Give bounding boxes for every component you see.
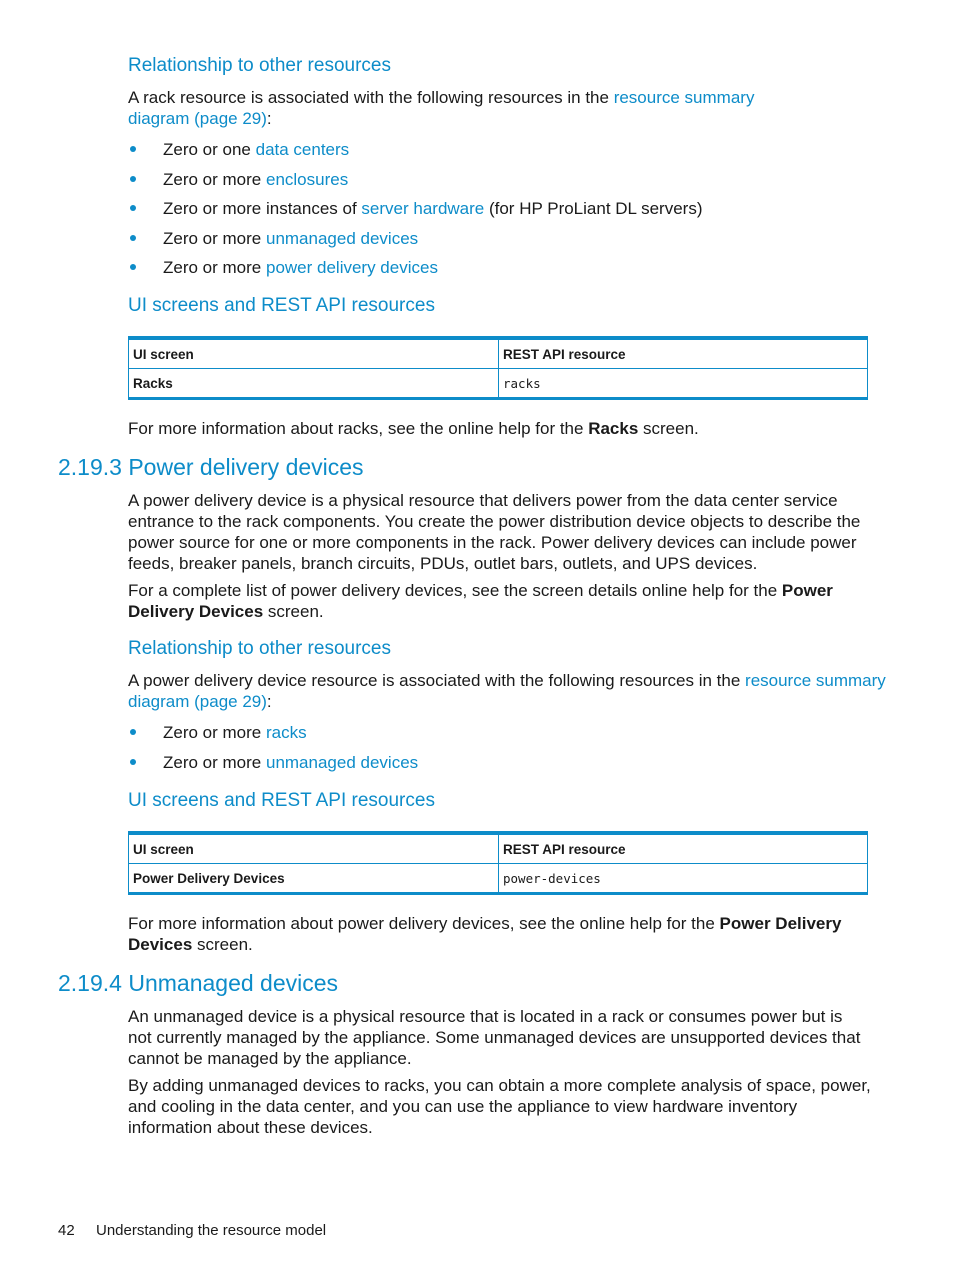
list-item	[163, 198, 703, 219]
power-more-screen-part1: Power Delivery	[719, 914, 842, 933]
power-para-1-line: feeds, breaker panels, branch circuits, PDUs, outlet bars, outlets, and UPS devices.	[128, 554, 758, 573]
list-item	[163, 169, 348, 190]
racks-more-info-text: For more information about racks, see the online help for the	[128, 419, 589, 438]
racks-screen-name: Racks	[588, 419, 639, 438]
unmanaged-para-2-line: and cooling in the data center, and you can use the appliance to view hardware inventory	[128, 1097, 798, 1116]
power-para-1-line: A power delivery device is a physical resource that delivers power from the data center service	[128, 491, 838, 510]
chapter-title: Understanding the resource model	[96, 1222, 327, 1239]
bullet-icon	[130, 205, 136, 211]
racks-more-info-suffix: screen.	[638, 419, 699, 438]
power-delivery-devices-link[interactable]: power delivery devices	[265, 258, 438, 277]
relationship-heading-racks: Relationship to other resources	[128, 55, 391, 76]
list-item-text: Zero or more instances of	[163, 199, 362, 218]
power-intro-text: A power delivery device resource is associated with the following resources in the	[128, 671, 746, 690]
power-screen-name-part1: Power	[781, 581, 833, 600]
list-item-text: Zero or more	[163, 170, 266, 189]
unmanaged-para-1	[128, 1006, 888, 1069]
racks-intro-colon: :	[266, 109, 272, 128]
bullet-icon	[130, 235, 136, 241]
page-number: 42	[58, 1222, 75, 1239]
resource-summary-link[interactable]: resource summary	[613, 88, 755, 107]
resource-summary-link[interactable]: resource summary	[745, 671, 886, 690]
unmanaged-para-1-line: cannot be managed by the appliance.	[128, 1049, 412, 1068]
table-header-row	[129, 338, 868, 369]
resource-summary-link-continued[interactable]: diagram (page 29)	[128, 692, 267, 711]
table-header-row	[129, 833, 868, 864]
power-para-1-line: entrance to the rack components. You create the power distribution device objects to describe the	[128, 512, 861, 531]
unmanaged-devices-link[interactable]: unmanaged devices	[265, 753, 419, 772]
unmanaged-devices-link[interactable]: unmanaged devices	[265, 229, 419, 248]
table-cell-ui-screen: Racks	[129, 369, 499, 399]
bullet-icon	[130, 729, 136, 735]
list-item-text: Zero or more	[163, 229, 266, 248]
table-header-ui-screen: UI screen	[129, 833, 499, 864]
bullet-icon	[130, 176, 136, 182]
power-para-1	[128, 490, 888, 574]
table-row	[129, 864, 868, 894]
power-delivery-devices-heading: 2.19.3 Power delivery devices	[58, 454, 364, 480]
power-intro-colon: :	[266, 692, 272, 711]
server-hardware-link[interactable]: server hardware	[361, 199, 485, 218]
power-screen-name-part2: Delivery Devices	[128, 602, 264, 621]
bullet-icon	[130, 759, 136, 765]
power-intro	[128, 670, 888, 712]
resource-summary-link-continued[interactable]: diagram (page 29)	[128, 109, 267, 128]
table-cell-rest-api: power-devices	[499, 864, 868, 894]
racks-link[interactable]: racks	[265, 723, 307, 742]
bullet-icon	[130, 264, 136, 270]
power-para-1-line: power source for one or more components in the rack. Power delivery devices can include power	[128, 533, 857, 552]
list-item-text: Zero or one	[163, 140, 256, 159]
power-para-2-suffix: screen.	[263, 602, 324, 621]
unmanaged-para-1-line: not currently managed by the appliance. Some unmanaged devices are unsupported devices that	[128, 1028, 861, 1047]
racks-resource-table	[128, 336, 868, 400]
unmanaged-para-2-line: By adding unmanaged devices to racks, you can obtain a more complete analysis of space, power,	[128, 1076, 871, 1095]
list-item	[163, 722, 307, 743]
list-item	[163, 752, 418, 773]
unmanaged-devices-heading: 2.19.4 Unmanaged devices	[58, 970, 339, 996]
unmanaged-para-1-line: An unmanaged device is a physical resource that is located in a rack or consumes power but is	[128, 1007, 843, 1026]
racks-intro	[128, 87, 868, 129]
power-more-info-suffix: screen.	[192, 935, 253, 954]
unmanaged-para-2	[128, 1075, 888, 1138]
relationship-heading-power: Relationship to other resources	[128, 638, 391, 659]
table-cell-ui-screen: Power Delivery Devices	[129, 864, 499, 894]
list-item-text: Zero or more	[163, 753, 266, 772]
data-centers-link[interactable]: data centers	[255, 140, 350, 159]
power-more-screen-part2: Devices	[128, 935, 193, 954]
bullet-icon	[130, 146, 136, 152]
enclosures-link[interactable]: enclosures	[265, 170, 349, 189]
table-cell-rest-api: racks	[499, 369, 868, 399]
list-item-suffix: (for HP ProLiant DL servers)	[484, 199, 703, 218]
ui-screens-heading-power: UI screens and REST API resources	[128, 790, 435, 811]
power-more-info-text: For more information about power delivery devices, see the online help for the	[128, 914, 720, 933]
list-item	[163, 139, 349, 160]
list-item	[163, 257, 438, 278]
list-item-text: Zero or more	[163, 258, 266, 277]
ui-screens-heading-racks: UI screens and REST API resources	[128, 295, 435, 316]
power-more-info	[128, 913, 888, 955]
racks-intro-text: A rack resource is associated with the following resources in the	[128, 88, 614, 107]
list-item	[163, 228, 418, 249]
table-header-rest-api: REST API resource	[499, 833, 868, 864]
table-row	[129, 369, 868, 399]
power-para-2	[128, 580, 888, 622]
table-header-ui-screen: UI screen	[129, 338, 499, 369]
power-resource-table	[128, 831, 868, 895]
racks-more-info	[128, 418, 699, 439]
list-item-text: Zero or more	[163, 723, 266, 742]
table-header-rest-api: REST API resource	[499, 338, 868, 369]
unmanaged-para-2-line: information about these devices.	[128, 1118, 373, 1137]
power-para-2-text: For a complete list of power delivery devices, see the screen details online help for the	[128, 581, 782, 600]
